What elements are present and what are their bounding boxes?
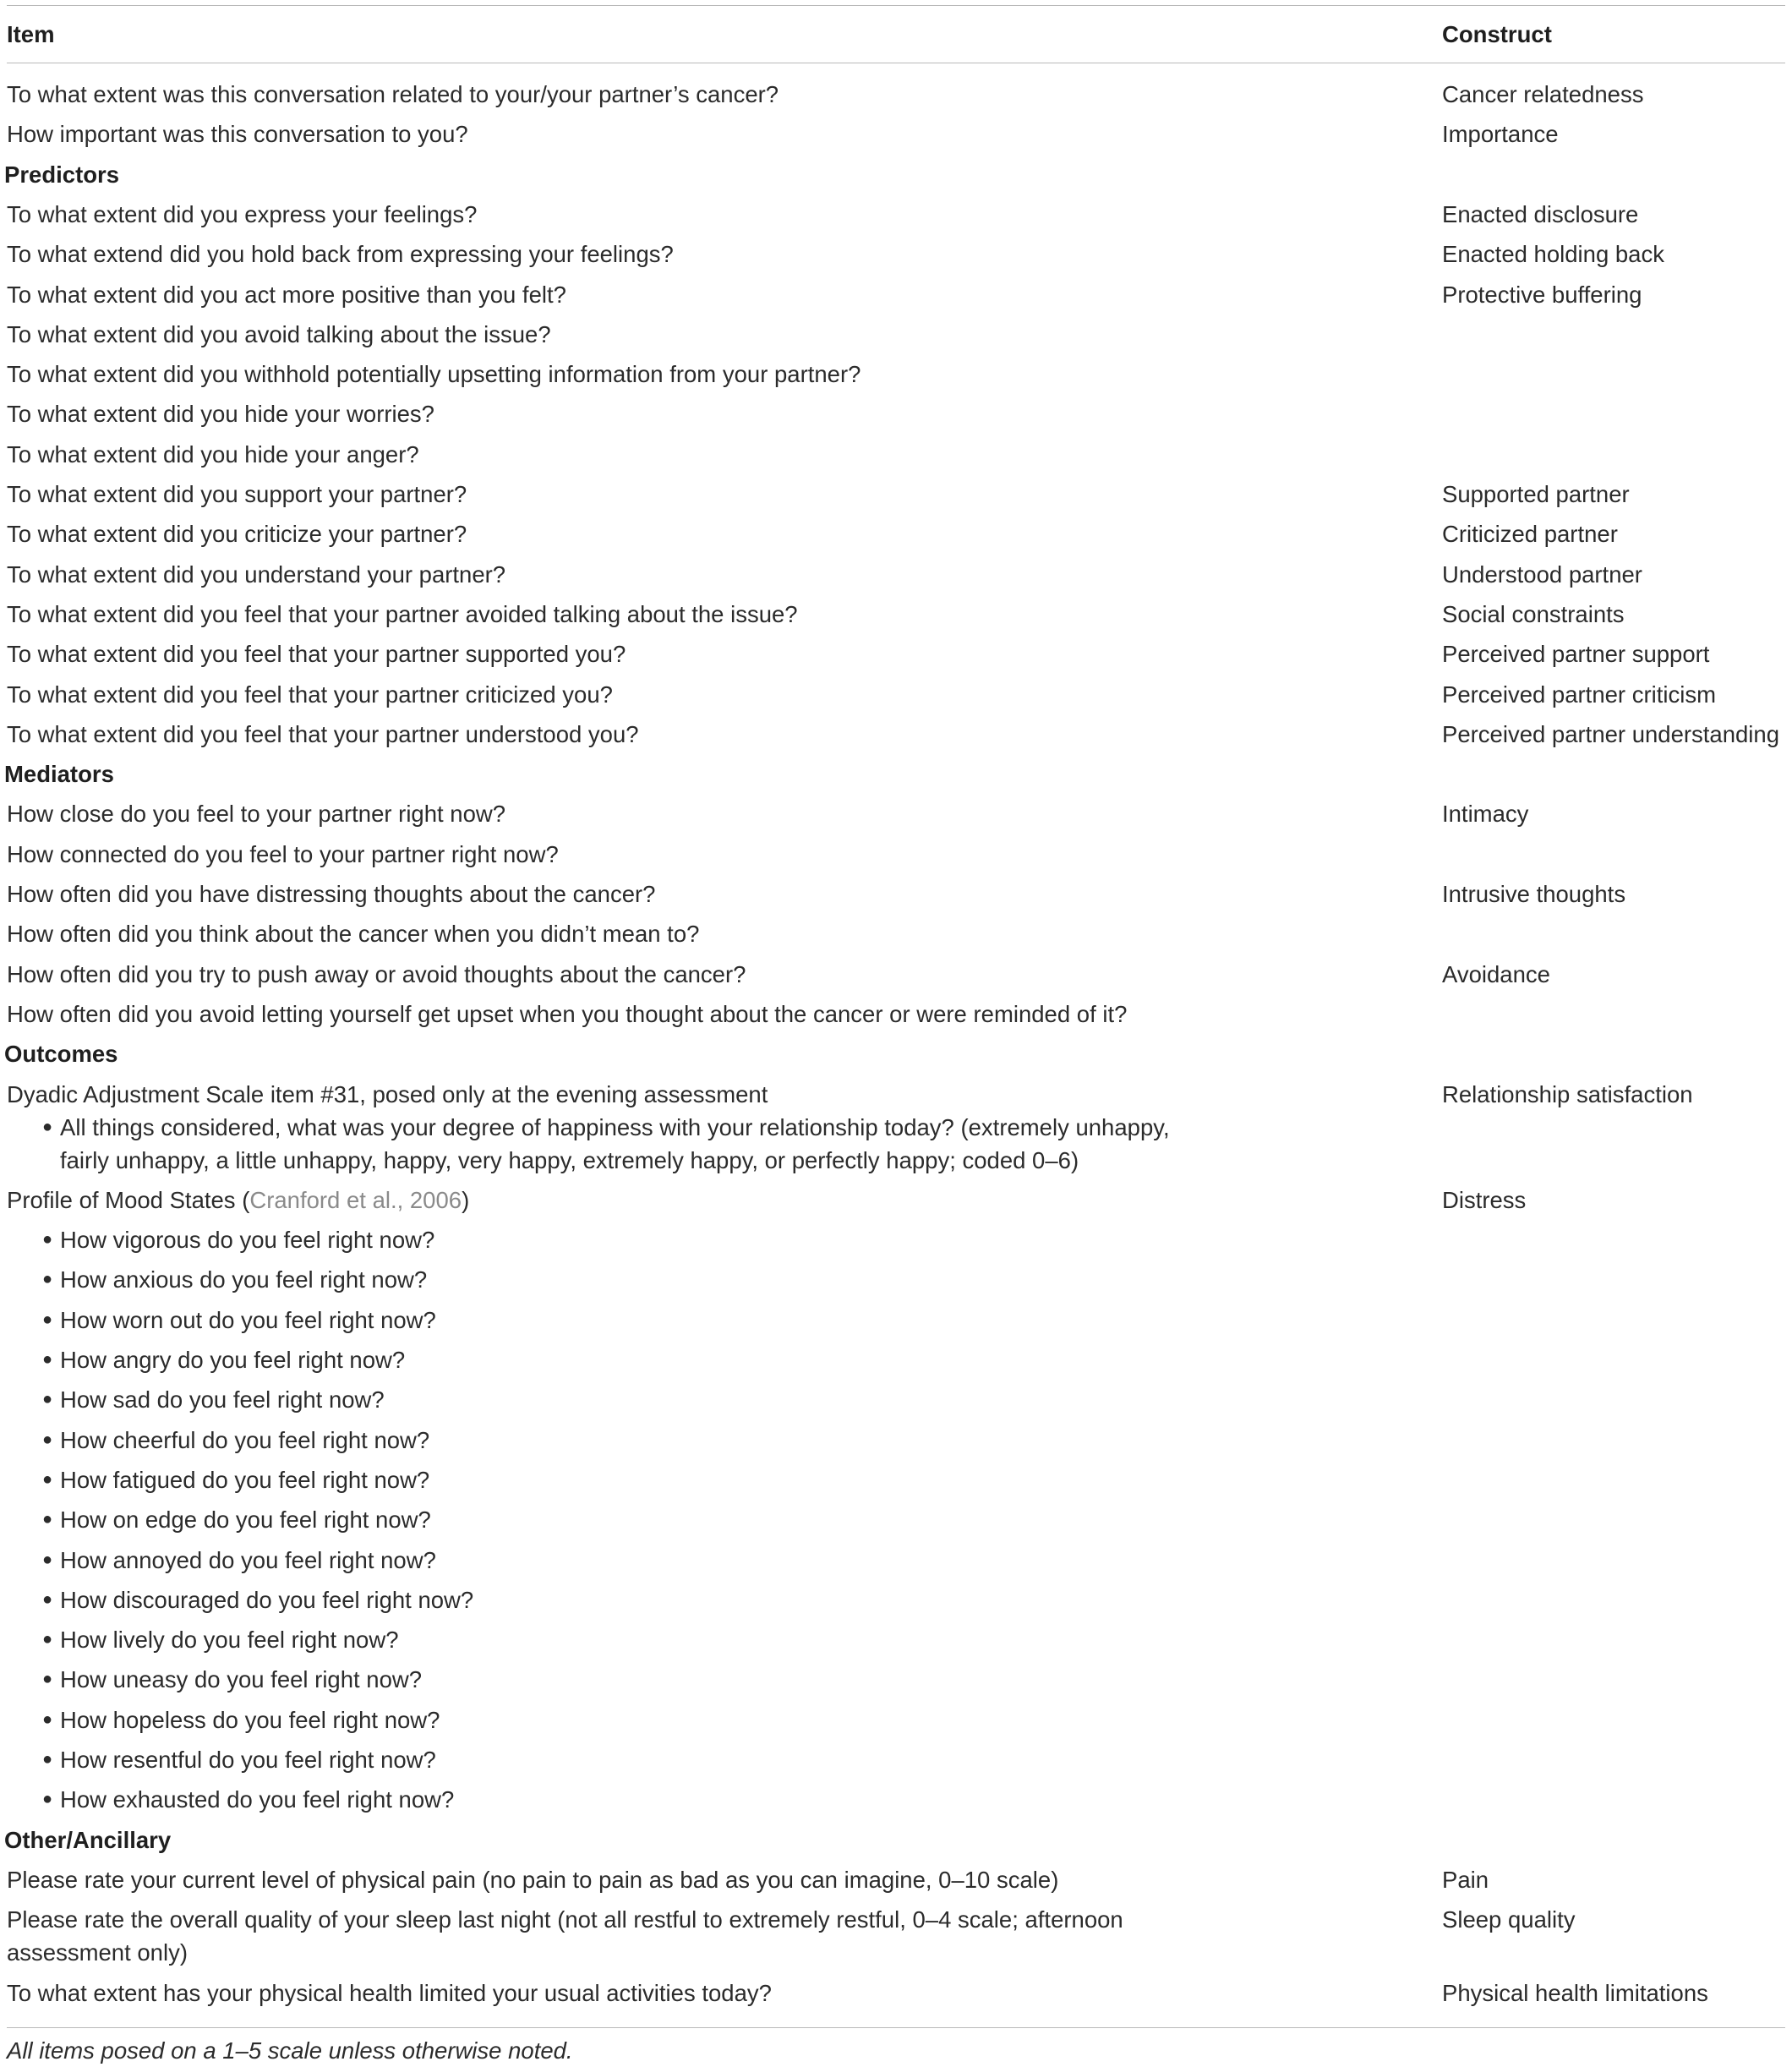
construct-text: Sleep quality	[1442, 1906, 1576, 1933]
construct-text: Distress	[1442, 1186, 1527, 1213]
construct-text: Importance	[1442, 121, 1559, 148]
item-text: To what extent did you feel that your partner criticized you?	[7, 681, 613, 708]
item-text: Please rate the overall quality of your sleep last night (not all restful to extremely restful, 0–4 scale; afternoon	[7, 1906, 1123, 1933]
bullet-text: How angry do you feel right now?	[60, 1347, 406, 1373]
bullet-icon: ●	[42, 1630, 53, 1649]
citation-link: Cranford et al., 2006	[249, 1186, 462, 1213]
construct-text: Supported partner	[1442, 481, 1630, 507]
construct-text: Physical health limitations	[1442, 1979, 1708, 2006]
bullet-icon: ●	[42, 1670, 53, 1689]
item-text: Please rate your current level of physical pain (no pain to pain as bad as you can imagine, 0–10 scale)	[7, 1866, 1059, 1893]
bullet-text: How annoyed do you feel right now?	[60, 1546, 436, 1573]
bullet-icon: ●	[42, 1390, 53, 1409]
bullet-icon: ●	[42, 1270, 53, 1289]
item-text: To what extent did you express your feelings?	[7, 200, 478, 227]
item-text: To what extent did you avoid talking about the issue?	[7, 320, 551, 347]
construct-text: Avoidance	[1442, 960, 1550, 987]
header-item: Item	[7, 21, 55, 47]
bullet-icon: ●	[42, 1750, 53, 1769]
construct-text: Enacted disclosure	[1442, 200, 1639, 227]
bullet-icon: ●	[42, 1350, 53, 1369]
bullet-icon: ●	[42, 1310, 53, 1329]
item-text: How often did you avoid letting yourself get upset when you thought about the cancer or were reminded of it?	[7, 1000, 1128, 1027]
section-title: Other/Ancillary	[4, 1826, 172, 1853]
item-text	[7, 1184, 469, 1217]
bullet-text: All things considered, what was your degree of happiness with your relationship today? (extremely unhappy,	[60, 1113, 1170, 1140]
bullet-text: How discouraged do you feel right now?	[60, 1586, 474, 1613]
bullet-icon: ●	[42, 1230, 53, 1249]
item-text: assessment only)	[7, 1939, 188, 1966]
item-text: To what extent did you feel that your partner supported you?	[7, 641, 626, 668]
bullet-text: How hopeless do you feel right now?	[60, 1706, 440, 1733]
bullet-text: How resentful do you feel right now?	[60, 1747, 436, 1773]
construct-text: Enacted holding back	[1442, 241, 1664, 268]
section-title: Outcomes	[4, 1041, 118, 1068]
construct-text: Perceived partner support	[1442, 641, 1710, 668]
bullet-icon: ●	[42, 1589, 53, 1609]
poms-label: Profile of Mood States (	[7, 1186, 250, 1213]
item-text: To what extent did you feel that your partner avoided talking about the issue?	[7, 600, 798, 627]
item-text: How often did you have distressing thoughts about the cancer?	[7, 881, 656, 907]
table-bottom-rule	[7, 2027, 1785, 2028]
bullet-text: How lively do you feel right now?	[60, 1627, 399, 1654]
construct-text: Perceived partner criticism	[1442, 681, 1716, 708]
bullet-text: How vigorous do you feel right now?	[60, 1227, 435, 1254]
bullet-icon: ●	[42, 1430, 53, 1449]
item-text: How often did you try to push away or avoid thoughts about the cancer?	[7, 960, 746, 987]
construct-text: Intrusive thoughts	[1442, 881, 1626, 907]
bullet-text: How sad do you feel right now?	[60, 1386, 385, 1414]
header-construct: Construct	[1442, 21, 1552, 47]
bullet-icon: ●	[42, 1709, 53, 1729]
bullet-text: How on edge do you feel right now?	[60, 1507, 431, 1534]
item-text: To what extent did you feel that your partner understood you?	[7, 720, 639, 747]
poms-close: )	[462, 1186, 470, 1213]
bullet-icon: ●	[42, 1469, 53, 1489]
construct-text: Intimacy	[1442, 801, 1529, 828]
bullet-icon: ●	[42, 1550, 53, 1569]
section-title: Mediators	[4, 761, 114, 788]
item-text: To what extent has your physical health limited your usual activities today?	[7, 1979, 772, 2006]
construct-text: Social constraints	[1442, 600, 1625, 627]
item-text: To what extent did you support your partner?	[7, 481, 467, 507]
construct-text: Perceived partner understanding	[1442, 720, 1780, 747]
item-text: To what extent was this conversation related to your/your partner’s cancer?	[7, 81, 779, 107]
bullet-text: How worn out do you feel right now?	[60, 1306, 436, 1333]
bullet-icon: ●	[42, 1510, 53, 1529]
item-text: To what extent did you withhold potentially upsetting information from your partner?	[7, 361, 861, 388]
construct-text: Cancer relatedness	[1442, 81, 1644, 107]
item-text: To what extend did you hold back from expressing your feelings?	[7, 241, 674, 268]
item-text: How connected do you feel to your partner right now?	[7, 840, 559, 867]
construct-text: Pain	[1442, 1866, 1489, 1893]
table-footnote: All items posed on a 1–5 scale unless otherwise noted.	[7, 2037, 573, 2064]
bullet-text: How anxious do you feel right now?	[60, 1266, 428, 1293]
construct-text: Criticized partner	[1442, 521, 1618, 548]
construct-text: Relationship satisfaction	[1442, 1080, 1693, 1107]
bullet-icon: ●	[42, 1790, 53, 1809]
construct-text: Understood partner	[1442, 560, 1642, 588]
item-text: How important was this conversation to you?	[7, 121, 468, 148]
item-text: How often did you think about the cancer when you didn’t mean to?	[7, 921, 700, 948]
construct-text: Protective buffering	[1442, 281, 1642, 308]
bullet-text: How cheerful do you feel right now?	[60, 1426, 430, 1453]
item-text: To what extent did you criticize your partner?	[7, 521, 467, 548]
table-top-rule	[7, 5, 1785, 6]
item-text: To what extent did you hide your worries?	[7, 401, 434, 428]
item-text: To what extent did you understand your partner?	[7, 560, 506, 588]
item-text: Dyadic Adjustment Scale item #31, posed only at the evening assessment	[7, 1080, 768, 1107]
item-text: To what extent did you hide your anger?	[7, 440, 419, 468]
item-text: How close do you feel to your partner right now?	[7, 801, 506, 828]
section-title: Predictors	[4, 161, 120, 188]
bullet-text: How uneasy do you feel right now?	[60, 1666, 423, 1693]
bullet-text: fairly unhappy, a little unhappy, happy, very happy, extremely happy, or perfectly happy; coded 0–6)	[60, 1146, 1079, 1173]
item-text: To what extent did you act more positive than you felt?	[7, 281, 566, 308]
bullet-text: How fatigued do you feel right now?	[60, 1466, 430, 1493]
bullet-text: How exhausted do you feel right now?	[60, 1786, 455, 1813]
bullet-icon: ●	[42, 1117, 53, 1136]
